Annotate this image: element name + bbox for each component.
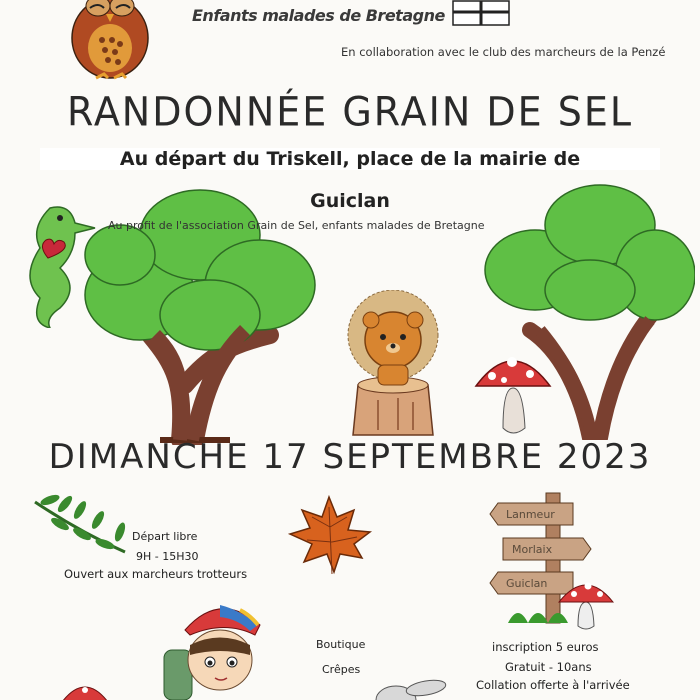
crepes-label: Crêpes (322, 663, 361, 676)
collaboration-note: En collaboration avec le club des marcheurs de la Penzé (341, 45, 666, 59)
event-title: RANDONNÉE GRAIN DE SEL (66, 88, 634, 136)
registration-fee: inscription 5 euros (492, 640, 599, 654)
shop-label: Boutique (316, 638, 366, 651)
flag-icon (452, 0, 510, 26)
free-under-10: Gratuit - 10ans (505, 660, 592, 674)
hiker-child-icon (160, 600, 280, 700)
sign-morlaix: Morlaix (512, 543, 553, 556)
mushroom-icon (60, 682, 110, 700)
mushroom-icon (556, 578, 616, 630)
event-date: DIMANCHE 17 SEPTEMBRE 2023 (48, 437, 652, 477)
sign-guiclan: Guiclan (506, 577, 548, 590)
departure-line-2: Guiclan (310, 190, 390, 212)
snack-offered: Collation offerte à l'arrivée (476, 678, 630, 692)
rabbit-icon (368, 676, 448, 700)
hedgehog-icon (338, 290, 448, 440)
maple-leaf-icon (282, 492, 377, 577)
sign-lanmeur: Lanmeur (506, 508, 555, 521)
profit-note: Au profit de l'association Grain de Sel, enfants malades de Bretagne (108, 219, 485, 232)
seahorse-icon (20, 198, 100, 328)
open-to-label: Ouvert aux marcheurs trotteurs (64, 567, 248, 581)
mushroom-icon (472, 348, 554, 440)
organization-name: Enfants malades de Bretagne (192, 6, 445, 25)
owl-icon (60, 0, 160, 82)
hours-label: 9H - 15H30 (136, 550, 199, 563)
departure-line-1: Au départ du Triskell, place de la mairie de (40, 148, 660, 170)
departure-free-label: Départ libre (132, 530, 198, 543)
leaf-branch-icon (30, 492, 130, 562)
